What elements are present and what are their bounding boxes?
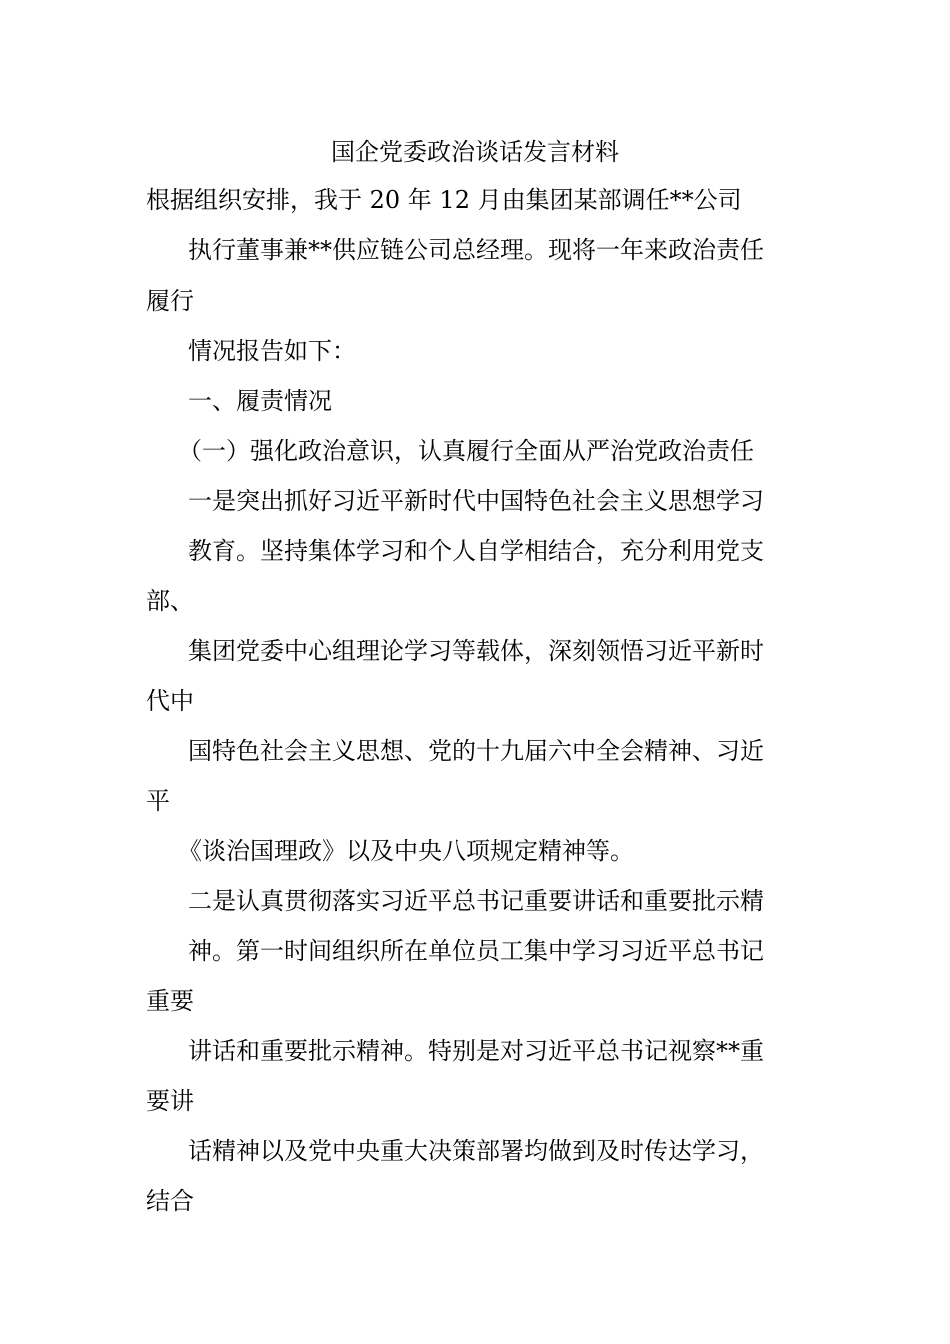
- subsection-heading: （一）强化政治意识，认真履行全面从严治党政治责任: [178, 437, 754, 465]
- paragraph-line: 结合: [146, 1187, 194, 1215]
- paragraph-line: 二是认真贯彻落实习近平总书记重要讲话和重要批示精: [188, 887, 764, 915]
- paragraph-line: 教育。坚持集体学习和个人自学相结合，充分利用党支: [188, 537, 764, 565]
- paragraph-line: 执行董事兼**供应链公司总经理。现将一年来政治责任: [188, 236, 764, 264]
- paragraph-line: 代中: [146, 687, 194, 715]
- paragraph-line: 一是突出抓好习近平新时代中国特色社会主义思想学习: [188, 487, 764, 515]
- paragraph-line: 话精神以及党中央重大决策部署均做到及时传达学习，: [188, 1137, 764, 1165]
- paragraph-line: 根据组织安排，我于 20 年 12 月由集团某部调任**公司: [146, 186, 742, 214]
- paragraph-line: 履行: [146, 287, 194, 315]
- paragraph-line: 神。第一时间组织所在单位员工集中学习习近平总书记: [188, 937, 764, 965]
- paragraph-line: 重要: [146, 987, 194, 1015]
- paragraph-line: 平: [146, 787, 170, 815]
- paragraph-line: 要讲: [146, 1087, 194, 1115]
- paragraph-line: 《谈治国理政》以及中央八项规定精神等。: [178, 837, 634, 865]
- paragraph-line: 集团党委中心组理论学习等载体，深刻领悟习近平新时: [188, 637, 764, 665]
- section-heading: 一、履责情况: [188, 387, 332, 415]
- document-title: 国企党委政治谈话发言材料: [331, 138, 619, 166]
- paragraph-line: 部、: [146, 587, 194, 615]
- paragraph-line: 情况报告如下：: [188, 337, 356, 365]
- paragraph-line: 讲话和重要批示精神。特别是对习近平总书记视察**重: [188, 1037, 764, 1065]
- paragraph-line: 国特色社会主义思想、党的十九届六中全会精神、习近: [188, 737, 764, 765]
